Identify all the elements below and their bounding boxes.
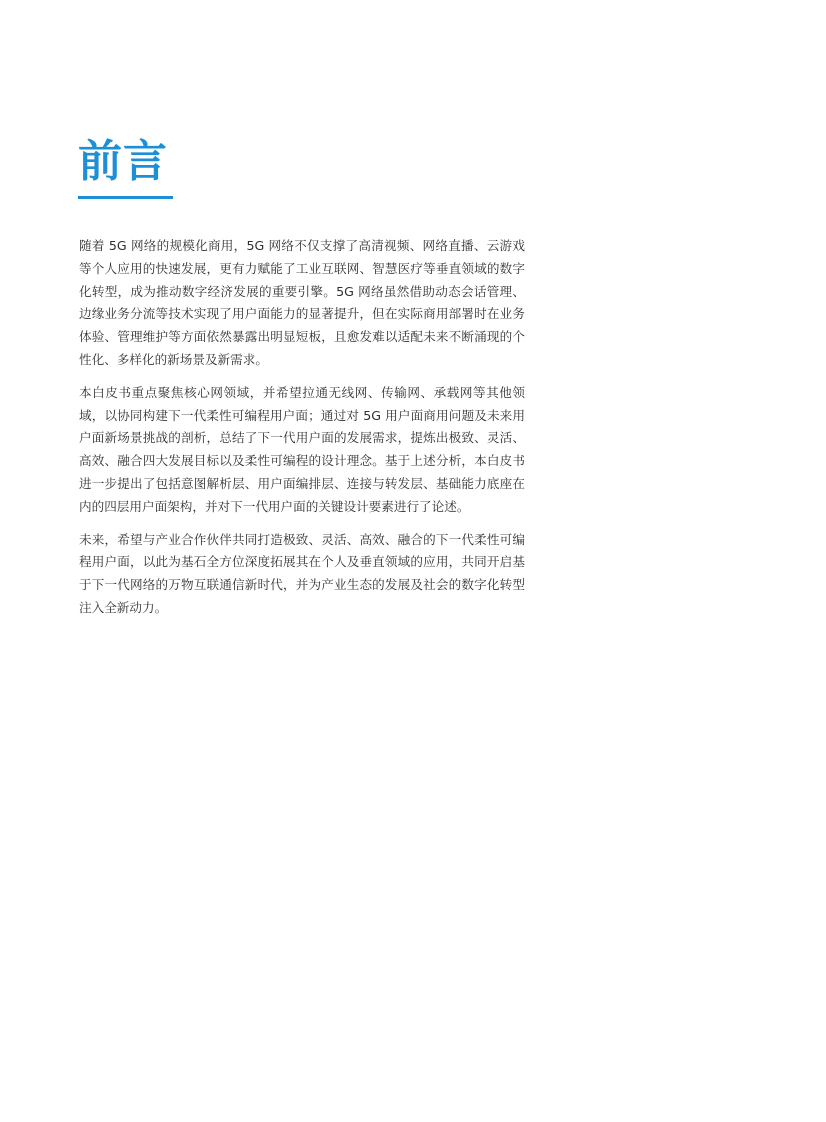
paragraph-outlook: 未来，希望与产业合作伙伴共同打造极致、灵活、高效、融合的下一代柔性可编程用户面，以此为基石全方位深度拓展其在个人及垂直领域的应用，共同开启基于下一代网络的万物互联通信新时代，并为产业生态的发展及社会的数字化转型注入全新动力。 <box>79 531 525 615</box>
title-underline <box>78 196 173 199</box>
body-text <box>79 235 525 630</box>
paragraph-intro: 随着 5G 网络的规模化商用，5G 网络不仅支撑了高清视频、网络直播、云游戏等个人应用的快速发展，更有力赋能了工业互联网、智慧医疗等垂直领域的数字化转型，成为推动数字经济发展的重要引擎。5G 网络虽然借助动态会话管理、边缘业务分流等技术实现了用户面能力的显著提升，但在实际商用部署时在业务体验、管理维护等方面依然暴露出明显短板，且愈发难以适配未来不断涌现的个性化、多样化的新场景及新需求。 <box>79 238 525 367</box>
page-title: 前言 <box>78 136 168 187</box>
paragraph-scope: 本白皮书重点聚焦核心网领域，并希望拉通无线网、传输网、承载网等其他领域，以协同构建下一代柔性可编程用户面；通过对 5G 用户面商用问题及未来用户面新场景挑战的剖析，总结了下一代用户面的发展需求，提炼出极致、灵活、高效、融合四大发展目标以及柔性可编程的设计理念。基于上述分析，本白皮书进一步提出了包括意图解析层、用户面编排层、连接与转发层、基础能力底座在内的四层用户面架构，并对下一代用户面的关键设计要素进行了论述。 <box>79 384 525 514</box>
